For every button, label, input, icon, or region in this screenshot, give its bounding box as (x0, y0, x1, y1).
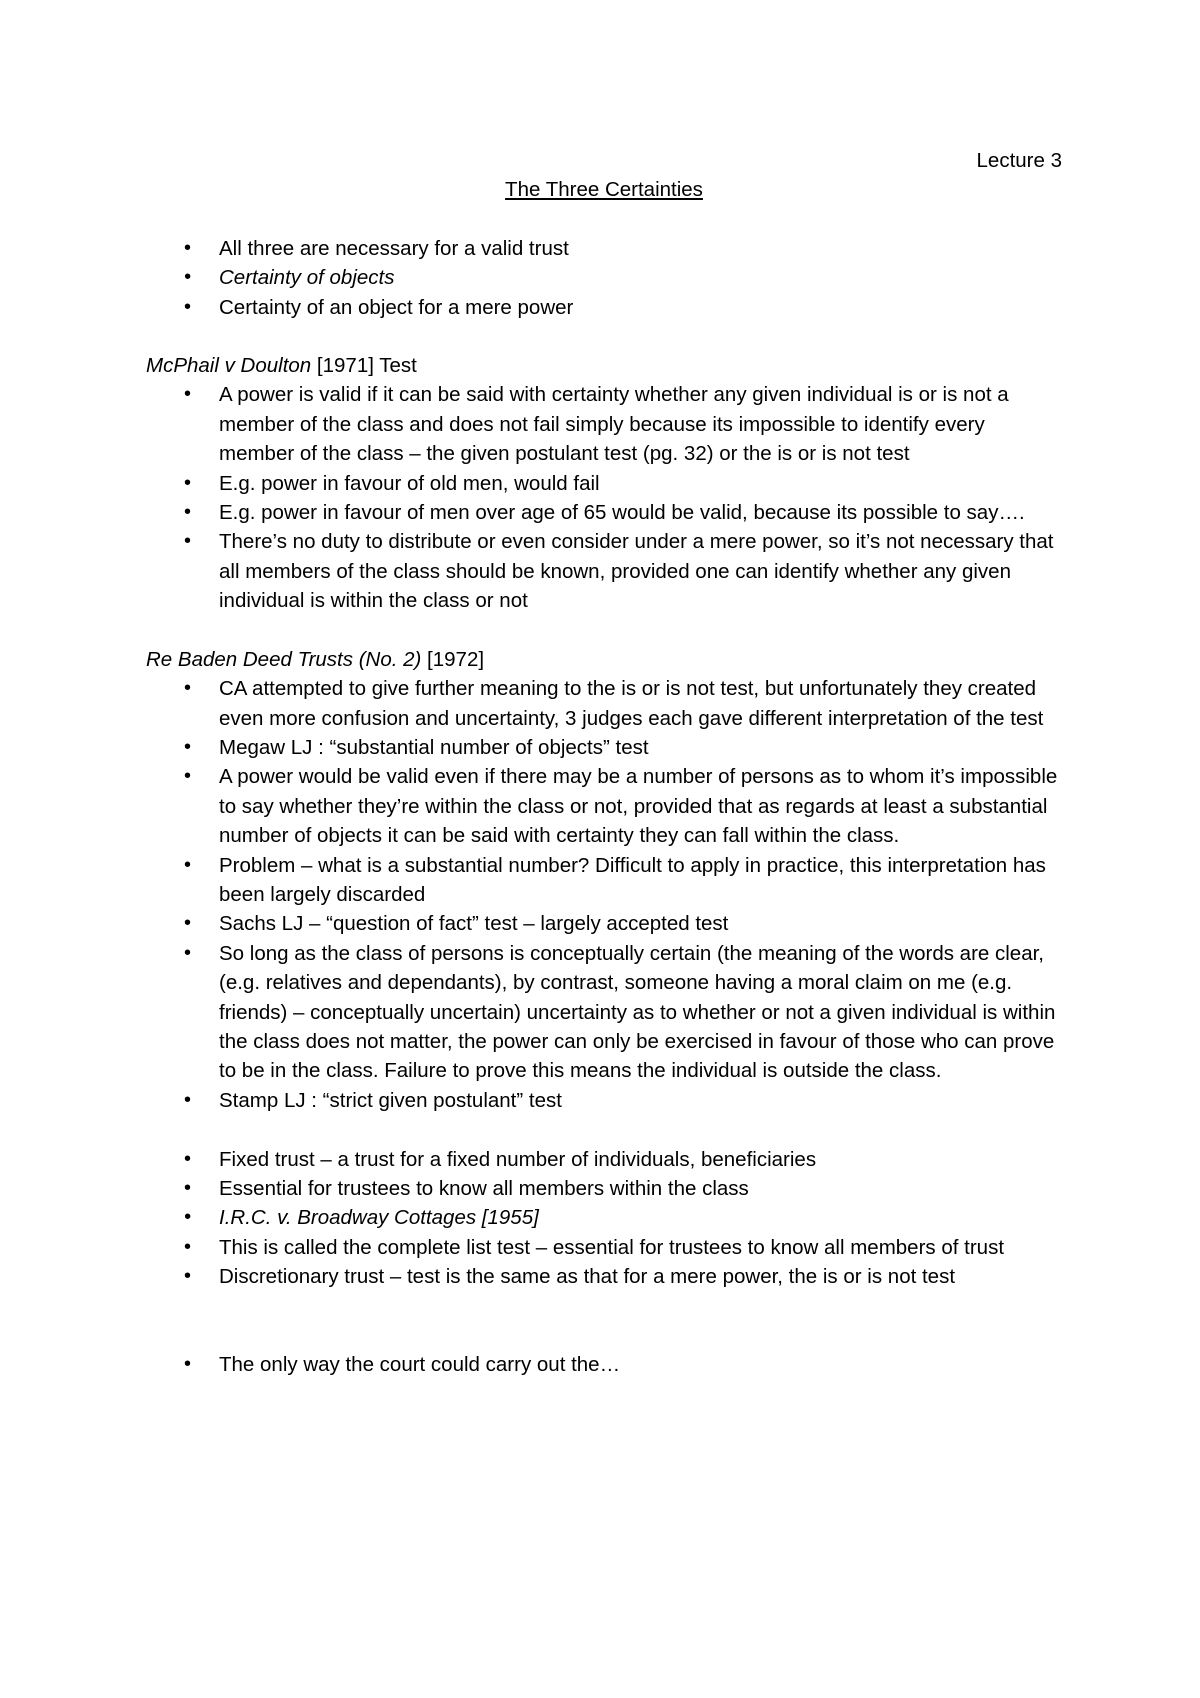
case-name: McPhail v Doulton (146, 354, 312, 378)
document-body (146, 146, 1062, 1380)
list-item: • So long as the class of persons is conceptually certain (the meaning of the words are clear, (e.g. relatives and dependants), by contrast, someone having a moral claim on me (e.g. friends) – conceptually uncertain) uncertainty as to whether or not a given individual is within the class does not matter, the power can only be exercised in favour of those who can prove to be in the class. Failure to prove this means the individual is outside the class. (146, 939, 1062, 1086)
list-item: • Discretionary trust – test is the same as that for a mere power, the is or is not test (146, 1262, 1062, 1291)
blank-line (146, 1292, 1062, 1351)
list-item: • This is called the complete list test – essential for trustees to know all members of trust (146, 1233, 1062, 1262)
list-item: • I.R.C. v. Broadway Cottages [1955] (146, 1203, 1062, 1232)
list-item: • The only way the court could carry out the… (146, 1350, 1062, 1379)
list-item: • A power is valid if it can be said with certainty whether any given individual is or is not a member of the class and does not fail simply because its impossible to identify every member of the class – the given postulant test (pg. 32) or the is or is not test (146, 380, 1062, 468)
intro-list (146, 234, 1062, 322)
lecture-label: Lecture 3 (976, 149, 1062, 172)
list-item: • There’s no duty to distribute or even consider under a mere power, so it’s not necessary that all members of the class should be known, provided one can identify whether any given individual is within the class or not (146, 527, 1062, 615)
baden-list (146, 674, 1062, 1115)
case-name: Re Baden Deed Trusts (No. 2) (146, 647, 422, 671)
list-item: • Sachs LJ – “question of fact” test – largely accepted test (146, 909, 1062, 938)
section-heading-mcphail (146, 351, 1062, 380)
mcphail-list (146, 380, 1062, 615)
final-list (146, 1350, 1062, 1379)
blank-line (146, 1115, 1062, 1144)
list-item: • Stamp LJ : “strict given postulant” test (146, 1086, 1062, 1115)
list-item: • Fixed trust – a trust for a fixed number of individuals, beneficiaries (146, 1145, 1062, 1174)
list-item: • All three are necessary for a valid trust (146, 234, 1062, 263)
page-title: The Three Certainties (505, 178, 703, 202)
list-item: • CA attempted to give further meaning to the is or is not test, but unfortunately they created even more confusion and uncertainty, 3 judges each gave different interpretation of the test (146, 674, 1062, 733)
list-item: • Certainty of objects (146, 263, 1062, 292)
list-item: • Essential for trustees to know all members within the class (146, 1174, 1062, 1203)
list-item: • Certainty of an object for a mere power (146, 293, 1062, 322)
section-heading-baden (146, 645, 1062, 674)
list-item: • E.g. power in favour of men over age of 65 would be valid, because its possible to say…. (146, 498, 1062, 527)
list-item: • Problem – what is a substantial number? Difficult to apply in practice, this interpretation has been largely discarded (146, 851, 1062, 910)
case-year: [1972] (421, 647, 485, 671)
list-item: • Megaw LJ : “substantial number of objects” test (146, 733, 1062, 762)
list-item: • E.g. power in favour of old men, would fail (146, 469, 1062, 498)
list-item: • A power would be valid even if there may be a number of persons as to whom it’s impossible to say whether they’re within the class or not, provided that as regards at least a substantial number of objects it can be said with certainty they can fall within the class. (146, 762, 1062, 850)
fixed-trust-list (146, 1145, 1062, 1292)
case-year: [1971] Test (311, 354, 417, 378)
